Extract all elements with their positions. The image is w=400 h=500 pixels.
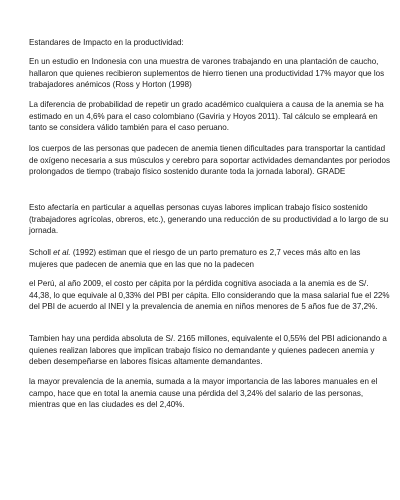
paragraph-premature-birth [29, 247, 391, 270]
citation-author: Scholl [29, 248, 54, 257]
paragraph-cognitive-cost: el Perú, al año 2009, el costo per cápita por la pérdida cognitiva asociada a la anemia es de S/. 44,38, lo que equivale al 0,33% del PBI per cápita. Ello considerando que la masa salarial fue el 22% del PBI de acuerdo al INEI y la prevalencia de anemia en niños menores de 5 años fue de 37,2%. [29, 279, 390, 312]
paragraph-iron-productivity: En un estudio en Indonesia con una muestra de varones trabajando en una plantación de caucho, hallaron que quienes recibieron suplementos de hierro tienen una productividad 17% mayor que los trabajadores anémicos (Ross y Horton (1998) [29, 57, 385, 90]
citation-etal: et al. [53, 248, 71, 257]
paragraph-rural-urban: la mayor prevalencia de la anemia, sumada a la mayor importancia de las labores manuales en el campo, hace que en total la anemia cause una pérdida del 3,24% del salario de las personas, mientras que en las ciudades es del 2,40%. [29, 377, 378, 410]
paragraph-oxygen-transport: los cuerpos de las personas que padecen de anemia tienen dificultades para transportar la cantidad de oxígeno necesaria a sus músculos y cerebro para soportar actividades demandantes por periodos prolongados de tiempo (trabajo físico sostenido durante toda la jornada laboral). GRADE [29, 144, 390, 177]
paragraph-premature-birth-text: (1992) estiman que el riesgo de un parto prematuro es 2,7 veces más alto en las mujeres que padecen de anemia que en las que no la padecen [29, 248, 361, 269]
document-heading: Estandares de Impacto en la productividad: [29, 38, 184, 47]
paragraph-grade-repetition: La diferencia de probabilidad de repetir un grado académico cualquiera a causa de la anemia se ha estimado en un 4,6% para el caso colombiano (Gaviria y Hoyos 2011). Tal cálculo se empleará en tanto se considera válido también para el caso peruano. [29, 100, 384, 133]
paragraph-physical-work: Esto afectaría en particular a aquellas personas cuyas labores implican trabajo físico sostenido (trabajadores agrícolas, obreros, etc.), generando una reducción de su productividad a lo largo de su jornada. [29, 203, 389, 236]
paragraph-absolute-loss: Tambien hay una perdida absoluta de S/. 2165 millones, equivalente el 0,55% del PBI adicionando a quienes realizan labores que implican trabajo físico no demandante y quienes padecen anemia y deben desempeñarse en labores físicas altamente demandantes. [29, 334, 387, 367]
